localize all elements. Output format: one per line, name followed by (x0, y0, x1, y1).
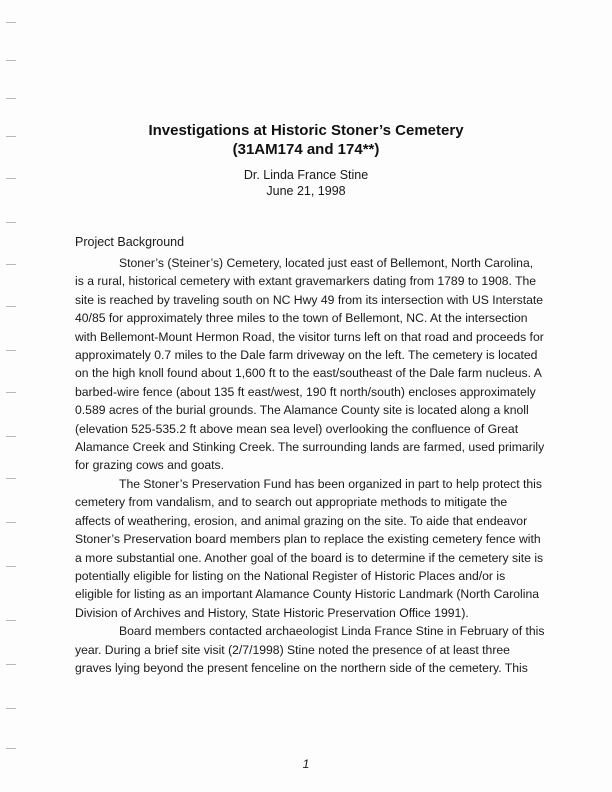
margin-mark (6, 222, 16, 223)
document-date: June 21, 1998 (266, 184, 346, 198)
margin-mark (6, 98, 16, 99)
body-text (75, 254, 545, 677)
margin-mark (6, 22, 16, 23)
paragraph: Stoner’s (Steiner’s) Cemetery, located just east of Bellemont, North Carolina, is a rural, historical cemetery with extant gravemarkers dating from 1789 to 1908. The site is reached by traveling south on NC Hwy 49 from its intersection with US Interstate 40/85 for approximately three miles to the town of Bellemont, NC. At the intersection with Bellemont-Mount Hermon Road, the visitor turns left on that road and proceeds for approximately 0.7 miles to the Dale farm driveway on the left. The cemetery is located on the high knoll found about 1,600 ft to the east/southeast of the Dale farm nucleus. A barbed-wire fence (about 135 ft east/west, 190 ft north/south) encloses approximately 0.589 acres of the burial grounds. The Alamance County site is located along a knoll (elevation 525-535.2 ft above mean sea level) overlooking the confluence of Great Alamance Creek and Stinking Creek. The surrounding lands are farmed, used primarily for grazing cows and goats. (75, 256, 545, 473)
margin-mark (6, 522, 16, 523)
site-number-line: (31AM174 and 174**) (232, 141, 380, 158)
margin-mark (6, 664, 16, 665)
page-number: 1 (302, 757, 310, 771)
margin-mark (6, 436, 16, 437)
margin-mark (6, 478, 16, 479)
margin-mark (6, 620, 16, 621)
margin-mark (6, 392, 16, 393)
margin-mark (6, 748, 16, 749)
margin-mark (6, 350, 16, 351)
margin-mark (6, 708, 16, 709)
paragraph: Board members contacted archaeologist Linda France Stine in February of this year. During a brief site visit (2/7/1998) Stine noted the presence of at least three graves lying beyond the present fenceline on the northern side of the cemetery. This (75, 624, 545, 675)
margin-mark (6, 60, 16, 61)
author-name: Dr. Linda France Stine (243, 168, 369, 182)
margin-mark (6, 264, 16, 265)
binding-margin-marks (6, 0, 18, 792)
margin-mark (6, 566, 16, 567)
section-heading: Project Background (75, 235, 185, 249)
title-line: Investigations at Historic Stoner’s Cemetery (148, 122, 464, 139)
byline (0, 167, 612, 199)
document-title (0, 121, 612, 159)
margin-mark (6, 306, 16, 307)
paragraph: The Stoner’s Preservation Fund has been organized in part to help protect this cemetery from vandalism, and to search out appropriate methods to mitigate the affects of weathering, erosion, and animal grazing on the site. To aide that endeavor Stoner’s Preservation board members plan to replace the existing cemetery fence with a more substantial one. Another goal of the board is to determine if the cemetery site is potentially eligible for listing on the National Register of Historic Places and/or is eligible for listing as an important Alamance County Historic Landmark (North Carolina Division of Archives and History, State Historic Preservation Office 1991). (75, 476, 544, 620)
